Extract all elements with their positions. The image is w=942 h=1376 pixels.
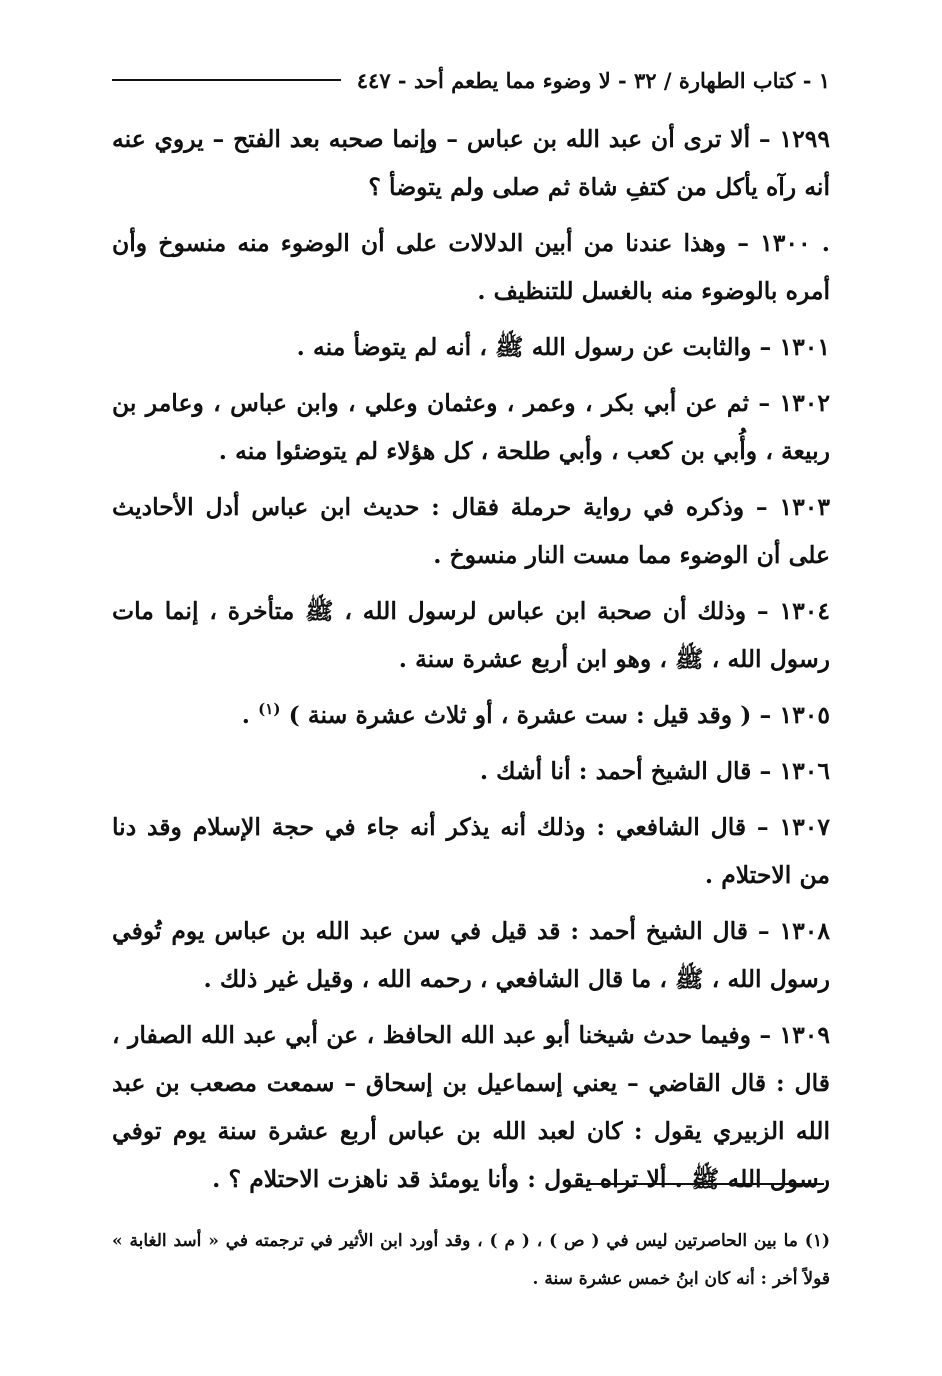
paragraph-text: – وذكره في رواية حرملة فقال : حديث ابن عباس أدل الأحاديث على أن الوضوء مما مست النار منسوخ . xyxy=(112,493,830,569)
paragraph-text: – ثم عن أبي بكر ، وعمر ، وعثمان وعلي ، وابن عباس ، وعامر بن ربيعة ، وأُبي بن كعب ، وأبي طلحة ، كل هؤلاء لم يتوضئوا منه . xyxy=(112,389,830,465)
paragraph-text: – قال الشافعي : وذلك أنه يذكر أنه جاء في حجة الإسلام وقد دنا من الاحتلام . xyxy=(112,813,830,889)
paragraph-number: . ١٣٠٠ xyxy=(760,229,830,257)
paragraph-number: ١٣٠٥ xyxy=(779,701,830,729)
paragraph-number: ١٢٩٩ xyxy=(779,125,830,153)
paragraph-text: – قال الشيخ أحمد : قد قيل في سن عبد الله بن عباس يوم تُوفي رسول الله ، ﷺ ، ما قال الشافعي ، رحمه الله ، وقيل غير ذلك . xyxy=(112,917,830,993)
paragraph-text: – ألا ترى أن عبد الله بن عباس – وإنما صحبه بعد الفتح – يروي عنه أنه رآه يأكل من كتفِ شاة ثم صلى ولم يتوضأ ؟ xyxy=(112,125,830,201)
main-text xyxy=(112,115,830,1211)
paragraph-1303 xyxy=(112,483,830,579)
paragraph-1299 xyxy=(112,115,830,211)
footnote xyxy=(112,1222,830,1298)
footnote-divider xyxy=(588,1183,824,1185)
paragraph-1302 xyxy=(112,379,830,475)
paragraph-text: – وهذا عندنا من أبين الدلالات على أن الوضوء منه منسوخ وأن أمره بالوضوء منه بالغسل للتنظيف . xyxy=(112,229,830,305)
paragraph-1300 xyxy=(112,219,830,315)
paragraph-number: ١٣٠٢ xyxy=(779,389,831,417)
paragraph-number: ١٣٠١ xyxy=(779,333,830,361)
paragraph-number: ١٣٠٩ xyxy=(779,1021,831,1049)
footnote-text: (١) ما بين الحاصرتين ليس في ( ص ) ، ( م ) ، وقد أورد ابن الأثير في ترجمته في « أسد الغابة » قولاً أخر : أنه كان ابنُ خمس عشرة سنة . xyxy=(112,1231,830,1289)
paragraph-1305 xyxy=(112,691,830,739)
running-head xyxy=(112,60,830,100)
paragraph-1307 xyxy=(112,803,830,899)
running-head-rule xyxy=(112,79,341,81)
paragraph-tail: . xyxy=(241,701,250,729)
footnote-marker: (١) xyxy=(258,700,281,719)
paragraph-1304 xyxy=(112,587,830,683)
paragraph-1301 xyxy=(112,323,830,371)
running-head-text: ١ - كتاب الطهارة / ٣٢ - لا وضوء مما يطعم أحد - ٤٤٧ xyxy=(356,67,830,93)
paragraph-1306 xyxy=(112,747,830,795)
paragraph-number: ١٣٠٤ xyxy=(779,597,830,625)
paragraph-number: ١٣٠٦ xyxy=(779,757,830,785)
paragraph-text: – والثابت عن رسول الله ﷺ ، أنه لم يتوضأ منه . xyxy=(296,333,772,361)
paragraph-number: ١٣٠٣ xyxy=(779,493,830,521)
paragraph-number: ١٣٠٧ xyxy=(779,813,830,841)
paragraph-text: – وفيما حدث شيخنا أبو عبد الله الحافظ ، عن أبي عبد الله الصفار ، قال : قال القاضي – يعني إسماعيل بن إسحاق – سمعت مصعب بن عبد الله الزبيري يقول : كان لعبد الله بن عباس أربع عشرة سنة يوم توفي رسول الله ﷺ . ألا تراه يقول : وأنا يومئذ قد ناهزت الاحتلام ؟ . xyxy=(112,1021,830,1193)
paragraph-1309 xyxy=(112,1011,830,1203)
paragraph-text: – وذلك أن صحبة ابن عباس لرسول الله ، ﷺ متأخرة ، إنما مات رسول الله ، ﷺ ، وهو ابن أربع عشرة سنة . xyxy=(112,597,830,673)
paragraph-text: – ( وقد قيل : ست عشرة ، أو ثلاث عشرة سنة ) xyxy=(288,701,772,729)
paragraph-number: ١٣٠٨ xyxy=(779,917,830,945)
paragraph-text: – قال الشيخ أحمد : أنا أشك . xyxy=(479,757,772,785)
paragraph-1308 xyxy=(112,907,830,1003)
